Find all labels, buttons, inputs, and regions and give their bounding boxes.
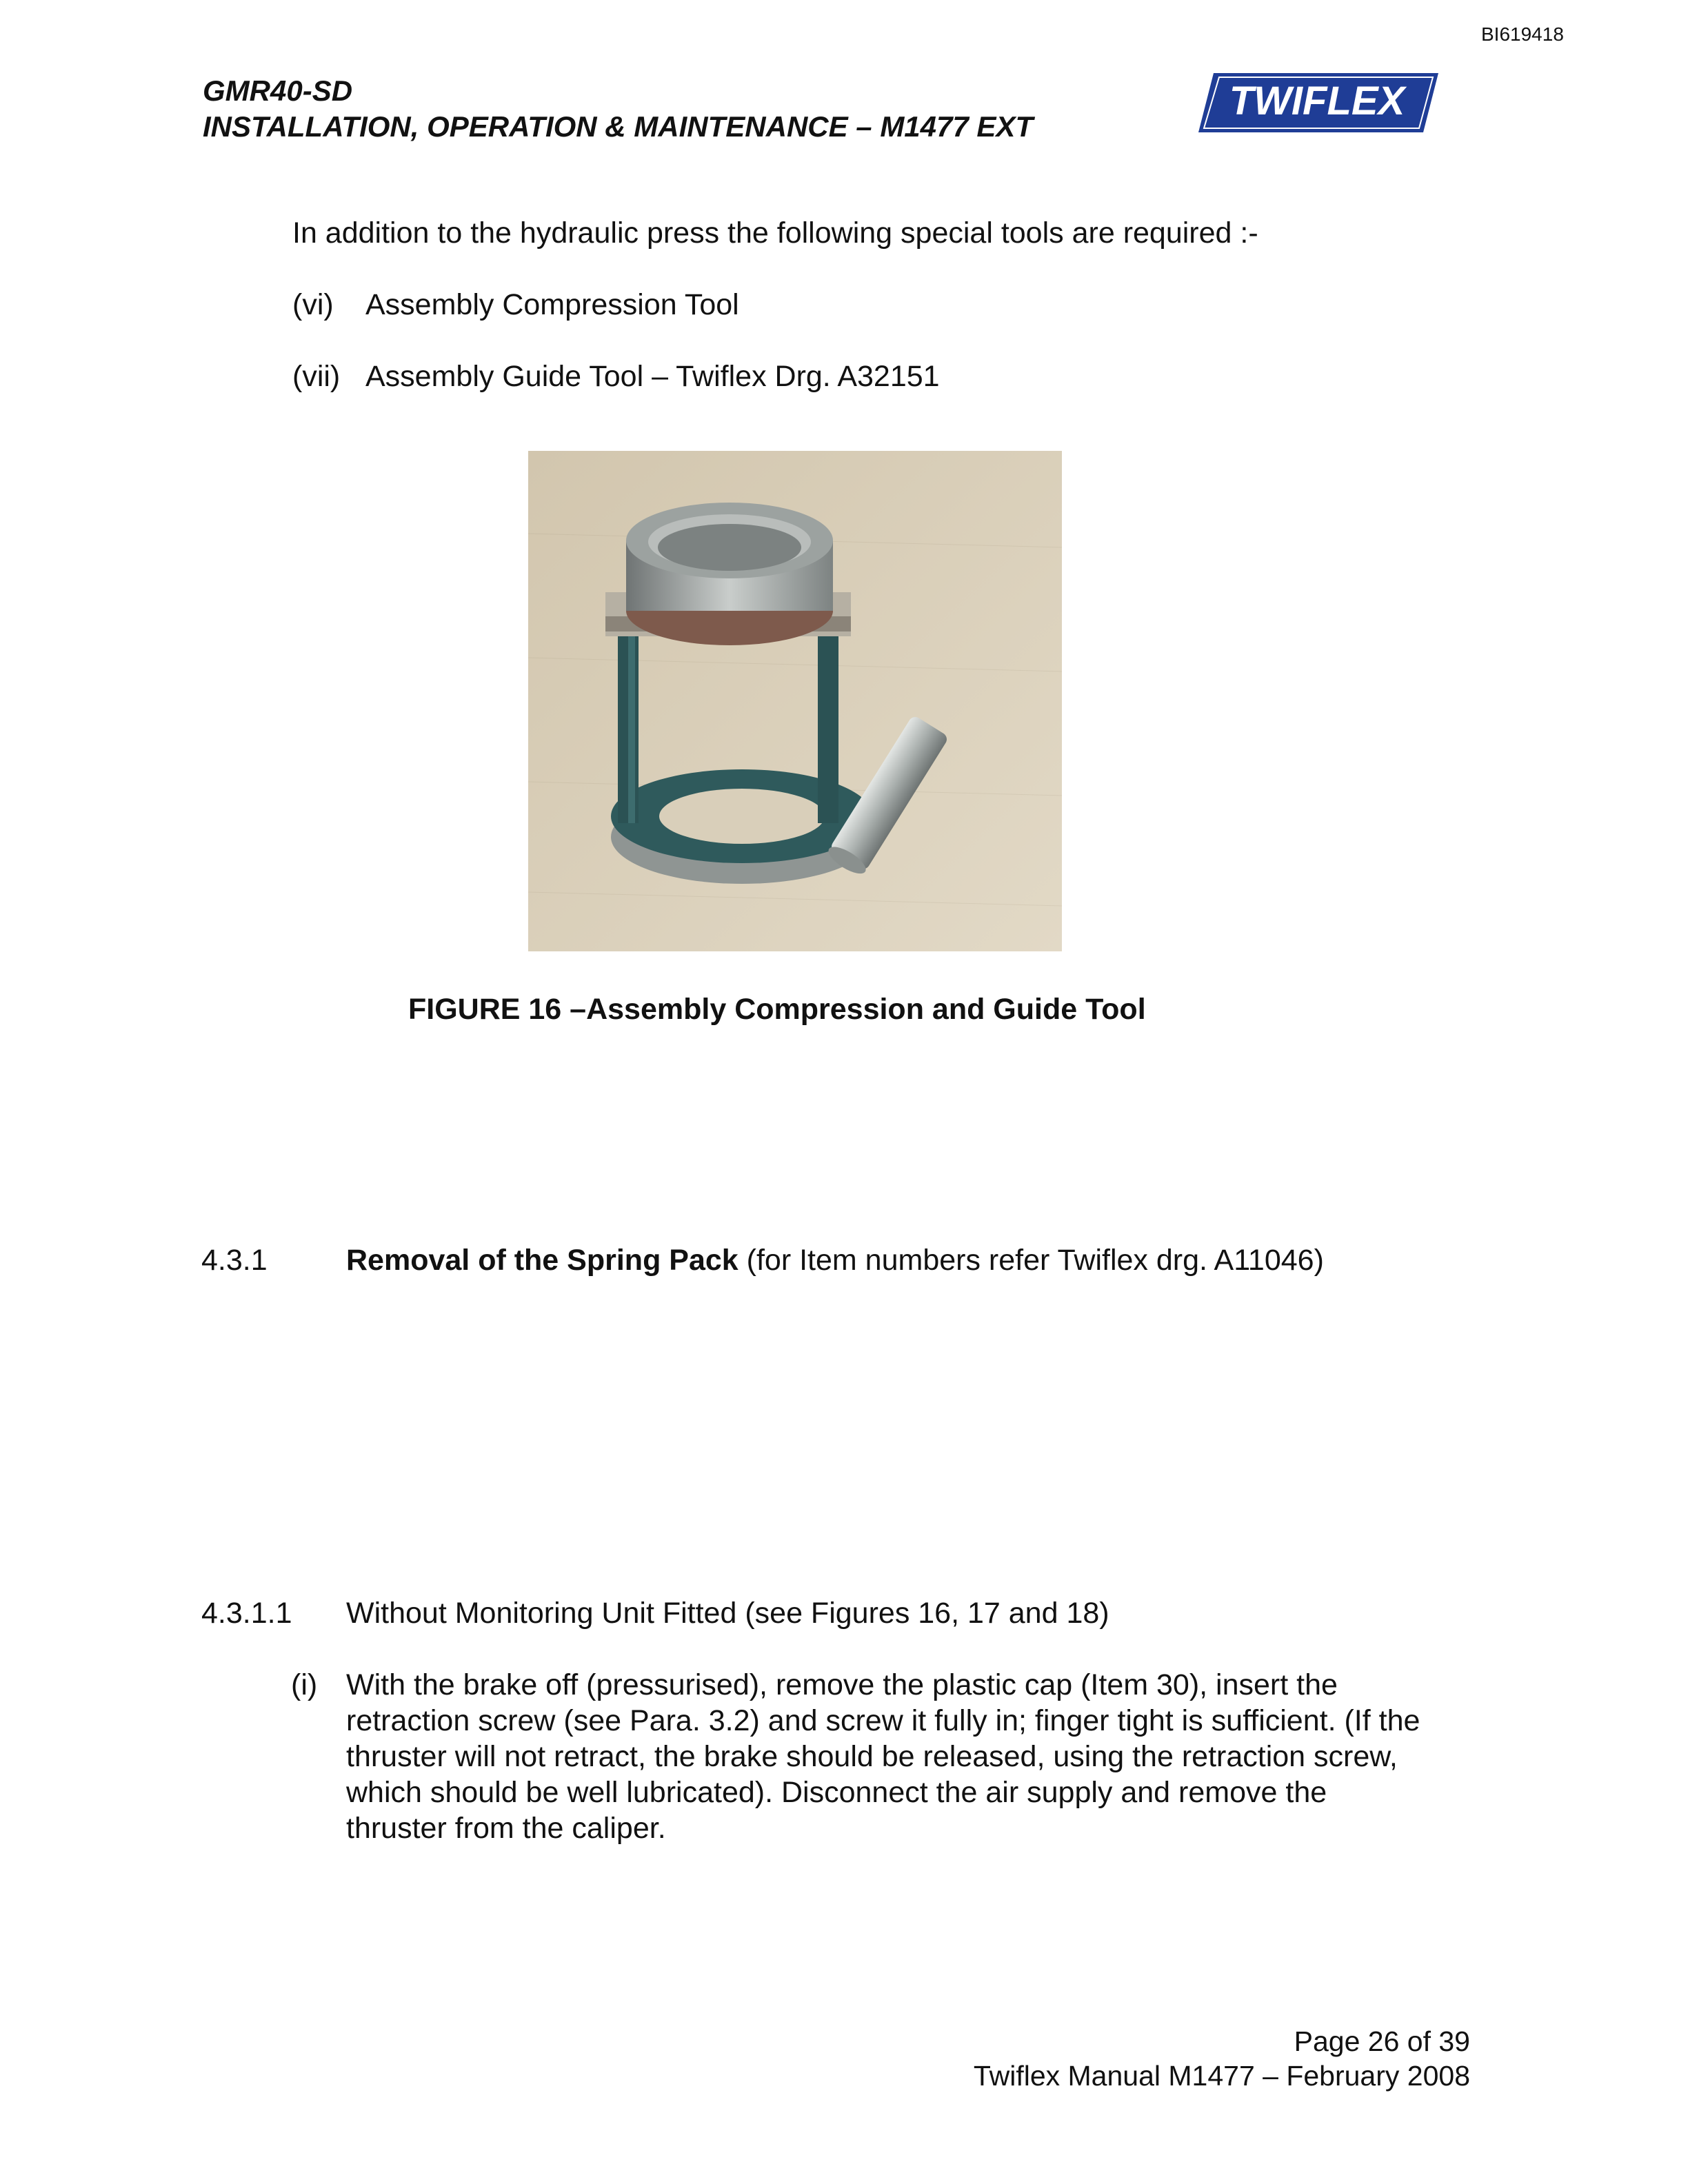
tool-item-number: (vi) <box>292 288 334 321</box>
section-heading <box>346 1242 1324 1278</box>
twiflex-logo <box>1198 69 1438 135</box>
document-id: BI619418 <box>1481 23 1564 45</box>
header-title: INSTALLATION, OPERATION & MAINTENANCE – M1477 EXT <box>203 110 1034 143</box>
paragraph-i <box>346 1667 1518 1846</box>
tool-item-number: (vii) <box>292 360 341 393</box>
section-title: Removal of the Spring Pack <box>346 1244 738 1277</box>
paragraph-line: thruster from the caliper. <box>346 1812 666 1845</box>
paragraph-line: With the brake off (pressurised), remove the plastic cap (Item 30), insert the <box>346 1668 1338 1701</box>
figure-16-photo <box>528 451 1062 951</box>
logo-text: TWIFLEX <box>1229 79 1405 123</box>
tool-item-text: Assembly Compression Tool <box>365 288 739 321</box>
paragraph-line: which should be well lubricated). Disconnect the air supply and remove the <box>346 1776 1327 1809</box>
section-number: 4.3.1 <box>201 1244 268 1277</box>
section-note: (for Item numbers refer Twiflex drg. A11046) <box>738 1244 1324 1277</box>
manual-reference: Twiflex Manual M1477 – February 2008 <box>973 2060 1470 2092</box>
subsection-title: Without Monitoring Unit Fitted (see Figures 16, 17 and 18) <box>346 1597 1109 1630</box>
paragraph-line: thruster will not retract, the brake should be released, using the retraction screw, <box>346 1740 1398 1773</box>
page-number: Page 26 of 39 <box>1294 2025 1470 2057</box>
tool-item-text: Assembly Guide Tool – Twiflex Drg. A32151 <box>365 360 940 393</box>
header-model: GMR40-SD <box>203 74 353 107</box>
intro-text: In addition to the hydraulic press the following special tools are required :- <box>292 216 1258 250</box>
paragraph-line: retraction screw (see Para. 3.2) and screw it fully in; finger tight is sufficient. (If the <box>346 1704 1420 1737</box>
paragraph-marker: (i) <box>291 1668 318 1701</box>
subsection-number: 4.3.1.1 <box>201 1597 292 1630</box>
figure-caption: FIGURE 16 –Assembly Compression and Guide Tool <box>408 993 1146 1026</box>
